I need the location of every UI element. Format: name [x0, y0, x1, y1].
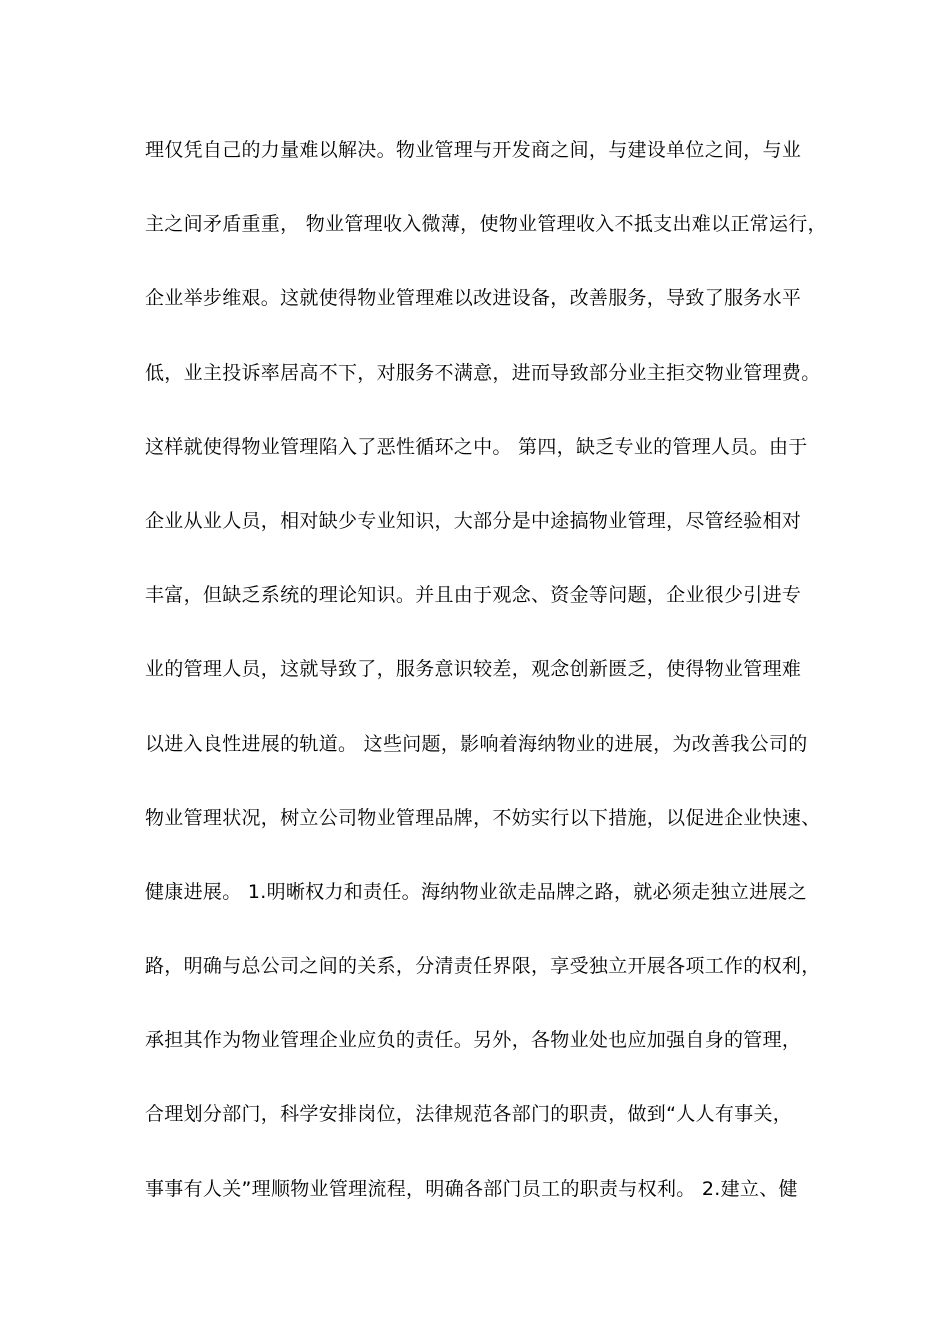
- text-line: 低，业主投诉率居高不下，对服务不满意，进而导致部分业主拒交物业管理费。: [145, 361, 821, 384]
- text-line: 健康进展。 1.明晰权力和责任。海纳物业欲走品牌之路，就必须走独立进展之: [145, 880, 807, 903]
- text-line: 物业管理状况，树立公司物业管理品牌，不妨实行以下措施，以促进企业快速、: [145, 806, 821, 829]
- text-line: 企业从业人员，相对缺少专业知识，大部分是中途搞物业管理，尽管经验相对: [145, 509, 802, 532]
- text-line: 理仅凭自己的力量难以解决。物业管理与开发商之间，与建设单位之间，与业: [145, 139, 802, 161]
- text-line: 主之间矛盾重重， 物业管理收入微薄，使物业管理收入不抵支出难以正常运行，: [145, 213, 827, 236]
- text-line: 业的管理人员，这就导致了，服务意识较差，观念创新匮乏，使得物业管理难: [145, 658, 802, 681]
- text-line: 丰富，但缺乏系统的理论知识。并且由于观念、资金等问题，企业很少引进专: [145, 584, 802, 607]
- text-line: 这样就使得物业管理陷入了恶性循环之中。 第四，缺乏专业的管理人员。由于: [145, 435, 808, 458]
- body-text: [145, 128, 827, 1241]
- text-line: 以进入良性进展的轨道。 这些问题，影响着海纳物业的进展，为改善我公司的: [145, 732, 808, 755]
- text-line: 企业举步维艰。这就使得物业管理难以改进设备，改善服务，导致了服务水平: [145, 287, 802, 310]
- text-line: 事事有人关”理顺物业管理流程，明确各部门员工的职责与权利。 2.建立、健: [145, 1177, 798, 1200]
- text-line: 合理划分部门，科学安排岗位，法律规范各部门的职责，做到“人人有事关，: [145, 1103, 793, 1126]
- text-line: 承担其作为物业管理企业应负的责任。另外，各物业处也应加强自身的管理，: [145, 1029, 802, 1052]
- text-line: 路，明确与总公司之间的关系，分清责任界限，享受独立开展各项工作的权利，: [145, 955, 821, 978]
